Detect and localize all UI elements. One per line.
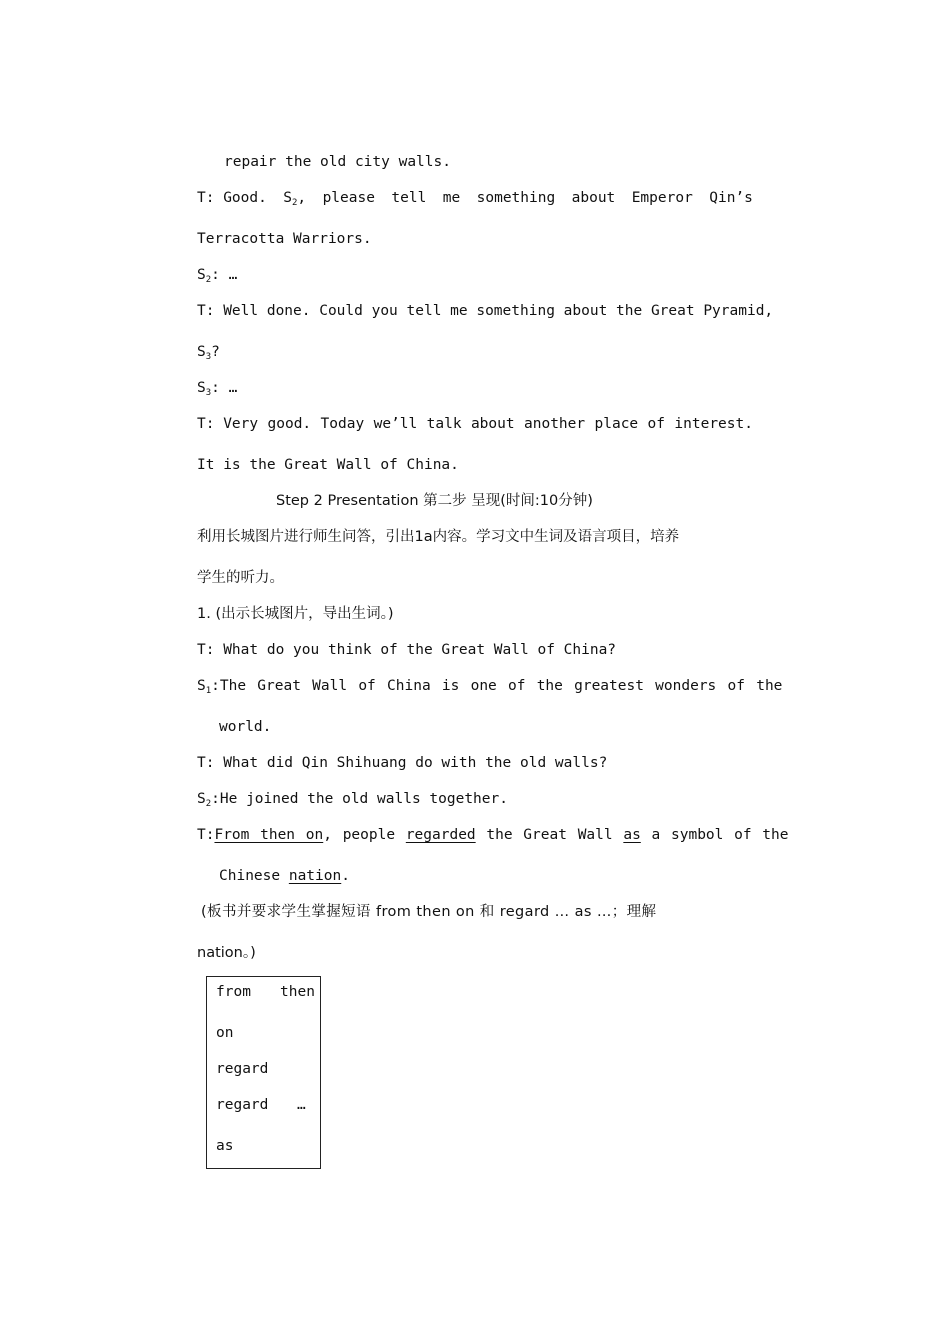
text-line [197, 265, 753, 285]
text-line [197, 789, 753, 809]
speaker-letter: S [283, 190, 292, 206]
line-text: the Great Wall [486, 827, 613, 843]
text-line: T: What did Qin Shihuang do with the old walls? [197, 755, 608, 771]
word: tell [391, 190, 427, 206]
text-line [197, 342, 753, 362]
text-line [197, 414, 753, 434]
word: about [470, 416, 515, 432]
line-text: a symbol of the [651, 827, 789, 843]
word: T: Good. [197, 190, 267, 206]
word: good. [267, 416, 312, 432]
text-line: 利用长城图片进行师生问答，引出1a内容。学习文中生词及语言项目，培养 [197, 529, 680, 545]
word: Qin’s [709, 190, 753, 206]
text-line [197, 378, 753, 398]
speaker-letter: S [197, 678, 206, 694]
text-line: repair the old city walls. [224, 154, 451, 170]
text-line [219, 866, 775, 886]
word: please [322, 190, 375, 206]
speaker-number: 2 [205, 799, 212, 809]
box-word: on [216, 1025, 234, 1041]
speaker-number: 2 [205, 275, 212, 285]
box-word: then [280, 984, 315, 1000]
text-line: 学生的听力。 [197, 570, 284, 586]
section-heading: Step 2 Presentation 第二步 呈现(时间:10分钟) [276, 493, 593, 509]
punct: , [297, 190, 307, 206]
word: T: Very [197, 416, 259, 432]
text-line: world. [219, 719, 272, 735]
line-text: : … [211, 380, 238, 396]
vocab-word: regarded [405, 827, 476, 843]
text-line [197, 825, 789, 845]
box-word: regard [216, 1097, 269, 1113]
line-text: :The Great Wall of China is one of the greatest wonders of the [211, 678, 783, 694]
line-text: , people [323, 827, 396, 843]
text-line: It is the Great Wall of China. [197, 457, 459, 473]
word: we’ll [373, 416, 418, 432]
word: something [476, 190, 556, 206]
speaker-number: 2 [292, 198, 298, 208]
box-word: from [216, 984, 251, 1000]
line-text: Chinese [219, 868, 281, 884]
line-text: ? [211, 344, 220, 360]
text-line: T: What do you think of the Great Wall of China? [197, 642, 617, 658]
word: place [594, 416, 639, 432]
teacher-note: nation。) [197, 945, 256, 961]
speaker-number: 1 [205, 686, 212, 696]
word: about [571, 190, 616, 206]
blackboard-box [206, 976, 321, 1169]
line-text: : … [211, 267, 238, 283]
vocab-word: nation [288, 868, 342, 884]
box-word: as [216, 1138, 234, 1154]
line-text: :He joined the old walls together. [211, 791, 508, 807]
word: Emperor [631, 190, 693, 206]
speaker-letter: S [197, 267, 206, 283]
speaker-label: T: [197, 827, 215, 843]
vocab-phrase: From then on [214, 827, 324, 843]
speaker-letter: S [197, 791, 206, 807]
speaker-letter: S [197, 380, 206, 396]
speaker-number: 3 [205, 352, 212, 362]
word: interest. [674, 416, 753, 432]
box-word: regard [216, 1061, 269, 1077]
box-word: … [297, 1097, 306, 1113]
text-line: T: Well done. Could you tell me something about the Great Pyramid, [197, 303, 774, 319]
word: talk [426, 416, 462, 432]
punct: . [341, 868, 350, 884]
word: another [524, 416, 586, 432]
speaker-number: 3 [205, 388, 212, 398]
text-line [197, 676, 783, 696]
word: me [442, 190, 461, 206]
text-line: Terracotta Warriors. [197, 231, 372, 247]
vocab-word: as [623, 827, 641, 843]
list-item: 1. (出示长城图片，导出生词。) [197, 606, 394, 622]
text-line [197, 188, 753, 208]
word: Today [320, 416, 365, 432]
speaker-label [283, 188, 306, 208]
teacher-note: (板书并要求学生掌握短语 from then on 和 regard … as …；理解 [201, 904, 657, 920]
word: of [647, 416, 666, 432]
speaker-letter: S [197, 344, 206, 360]
